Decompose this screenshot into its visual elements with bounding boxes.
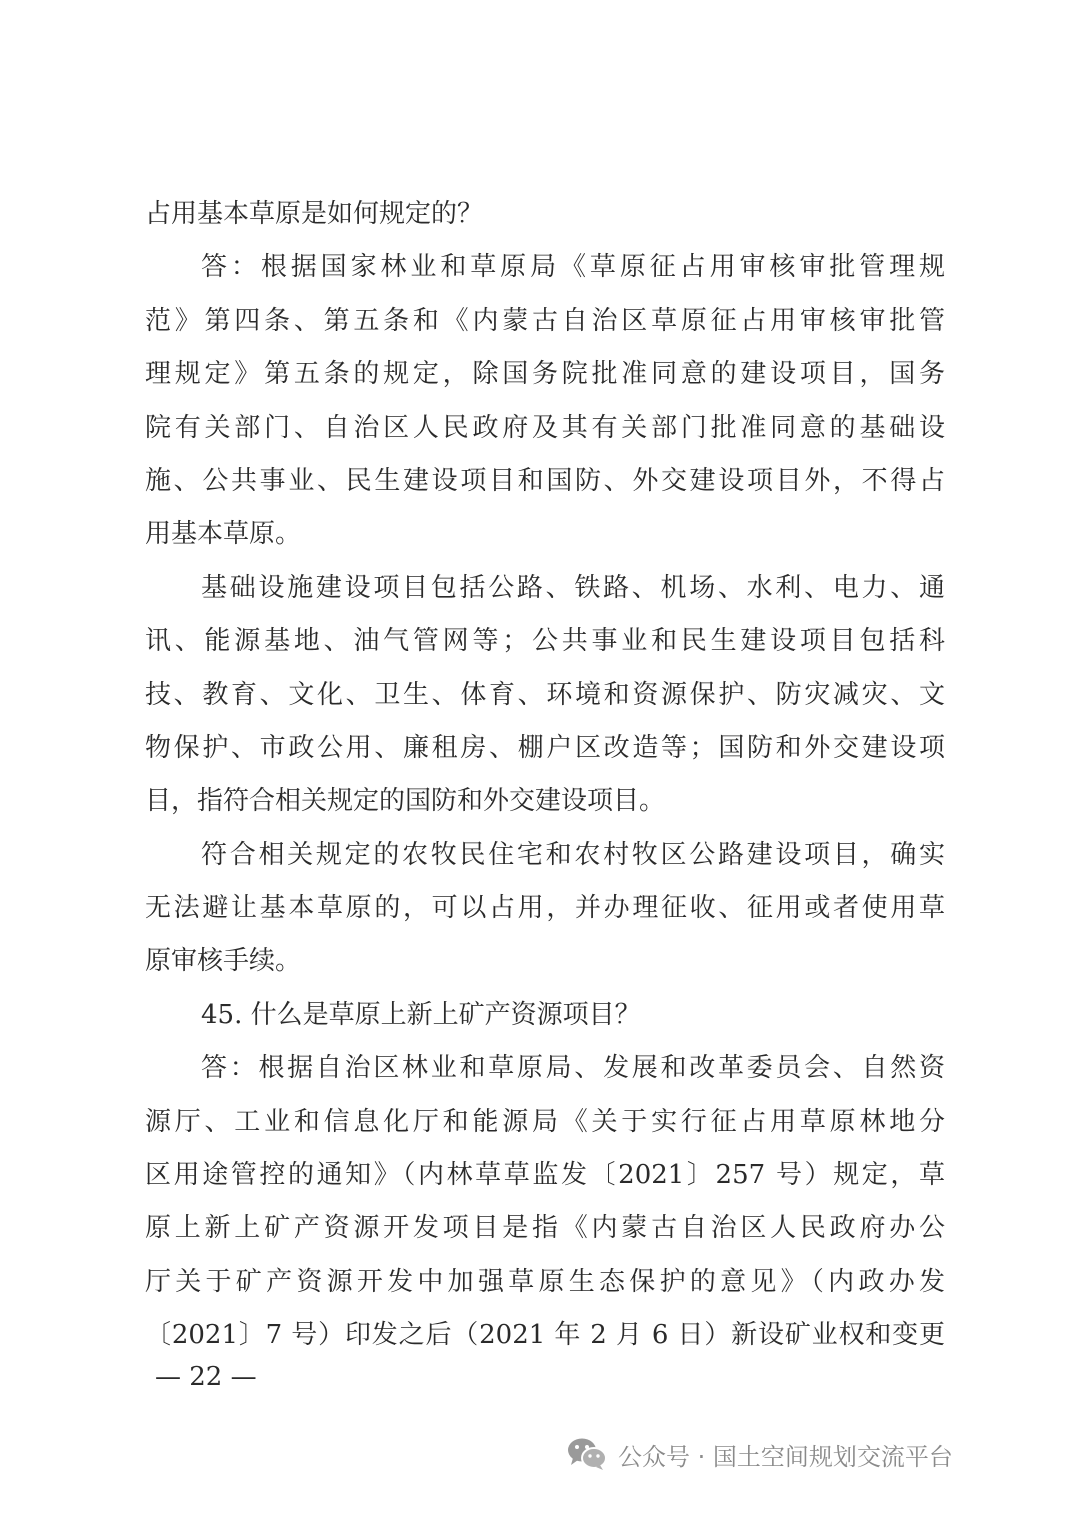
- text-line: 目，指符合相关规定的国防和外交建设项目。: [145, 786, 666, 817]
- watermark: [566, 1434, 953, 1474]
- page-number: — 22 —: [155, 1362, 257, 1392]
- text-line: 施、公共事业、民生建设项目和国防、外交建设项目外，不得占: [145, 465, 945, 496]
- text-line: 厅关于矿产资源开发中加强草原生态保护的意见》（内政办发: [145, 1266, 945, 1297]
- text-line: 技、教育、文化、卫生、体育、环境和资源保护、防灾减灾、文: [145, 679, 945, 710]
- text-line: 讯、能源基地、油气管网等；公共事业和民生建设项目包括科: [145, 626, 945, 657]
- text-line: 原上新上矿产资源开发项目是指《内蒙古自治区人民政府办公: [145, 1213, 945, 1244]
- text-line: 范》第四条、第五条和《内蒙古自治区草原征占用审核审批管: [145, 305, 945, 336]
- section-heading: 45. 什么是草原上新上矿产资源项目？: [201, 999, 641, 1030]
- text-line: 答：根据国家林业和草原局《草原征占用审核审批管理规: [201, 252, 945, 283]
- wechat-icon: [566, 1436, 608, 1472]
- text-line: 区用途管控的通知》（内林草草监发〔2021〕257 号）规定，草: [145, 1160, 945, 1191]
- text-line: 物保护、市政公用、廉租房、棚户区改造等；国防和外交建设项: [145, 732, 945, 763]
- text-line: 无法避让基本草原的，可以占用，并办理征收、征用或者使用草: [145, 893, 945, 924]
- text-line: 理规定》第五条的规定，除国务院批准同意的建设项目，国务: [145, 359, 945, 390]
- text-line: 源厅、工业和信息化厅和能源局《关于实行征占用草原林地分: [145, 1106, 945, 1137]
- text-line: 院有关部门、自治区人民政府及其有关部门批准同意的基础设: [145, 412, 945, 443]
- text-line: 符合相关规定的农牧民住宅和农村牧区公路建设项目，确实: [201, 839, 945, 870]
- text-line: 答：根据自治区林业和草原局、发展和改革委员会、自然资: [201, 1053, 945, 1084]
- text-line: 〔2021〕7 号）印发之后（2021 年 2 月 6 日）新设矿业权和变更: [145, 1320, 945, 1351]
- text-line: 占用基本草原是如何规定的？: [145, 199, 484, 229]
- watermark-text: 公众号 · 国土空间规划交流平台: [618, 1442, 953, 1471]
- text-line: 基础设施建设项目包括公路、铁路、机场、水利、电力、通: [201, 572, 945, 603]
- text-line: 原审核手续。: [145, 946, 302, 977]
- body-text: [145, 188, 945, 1363]
- text-line: 用基本草原。: [145, 519, 302, 550]
